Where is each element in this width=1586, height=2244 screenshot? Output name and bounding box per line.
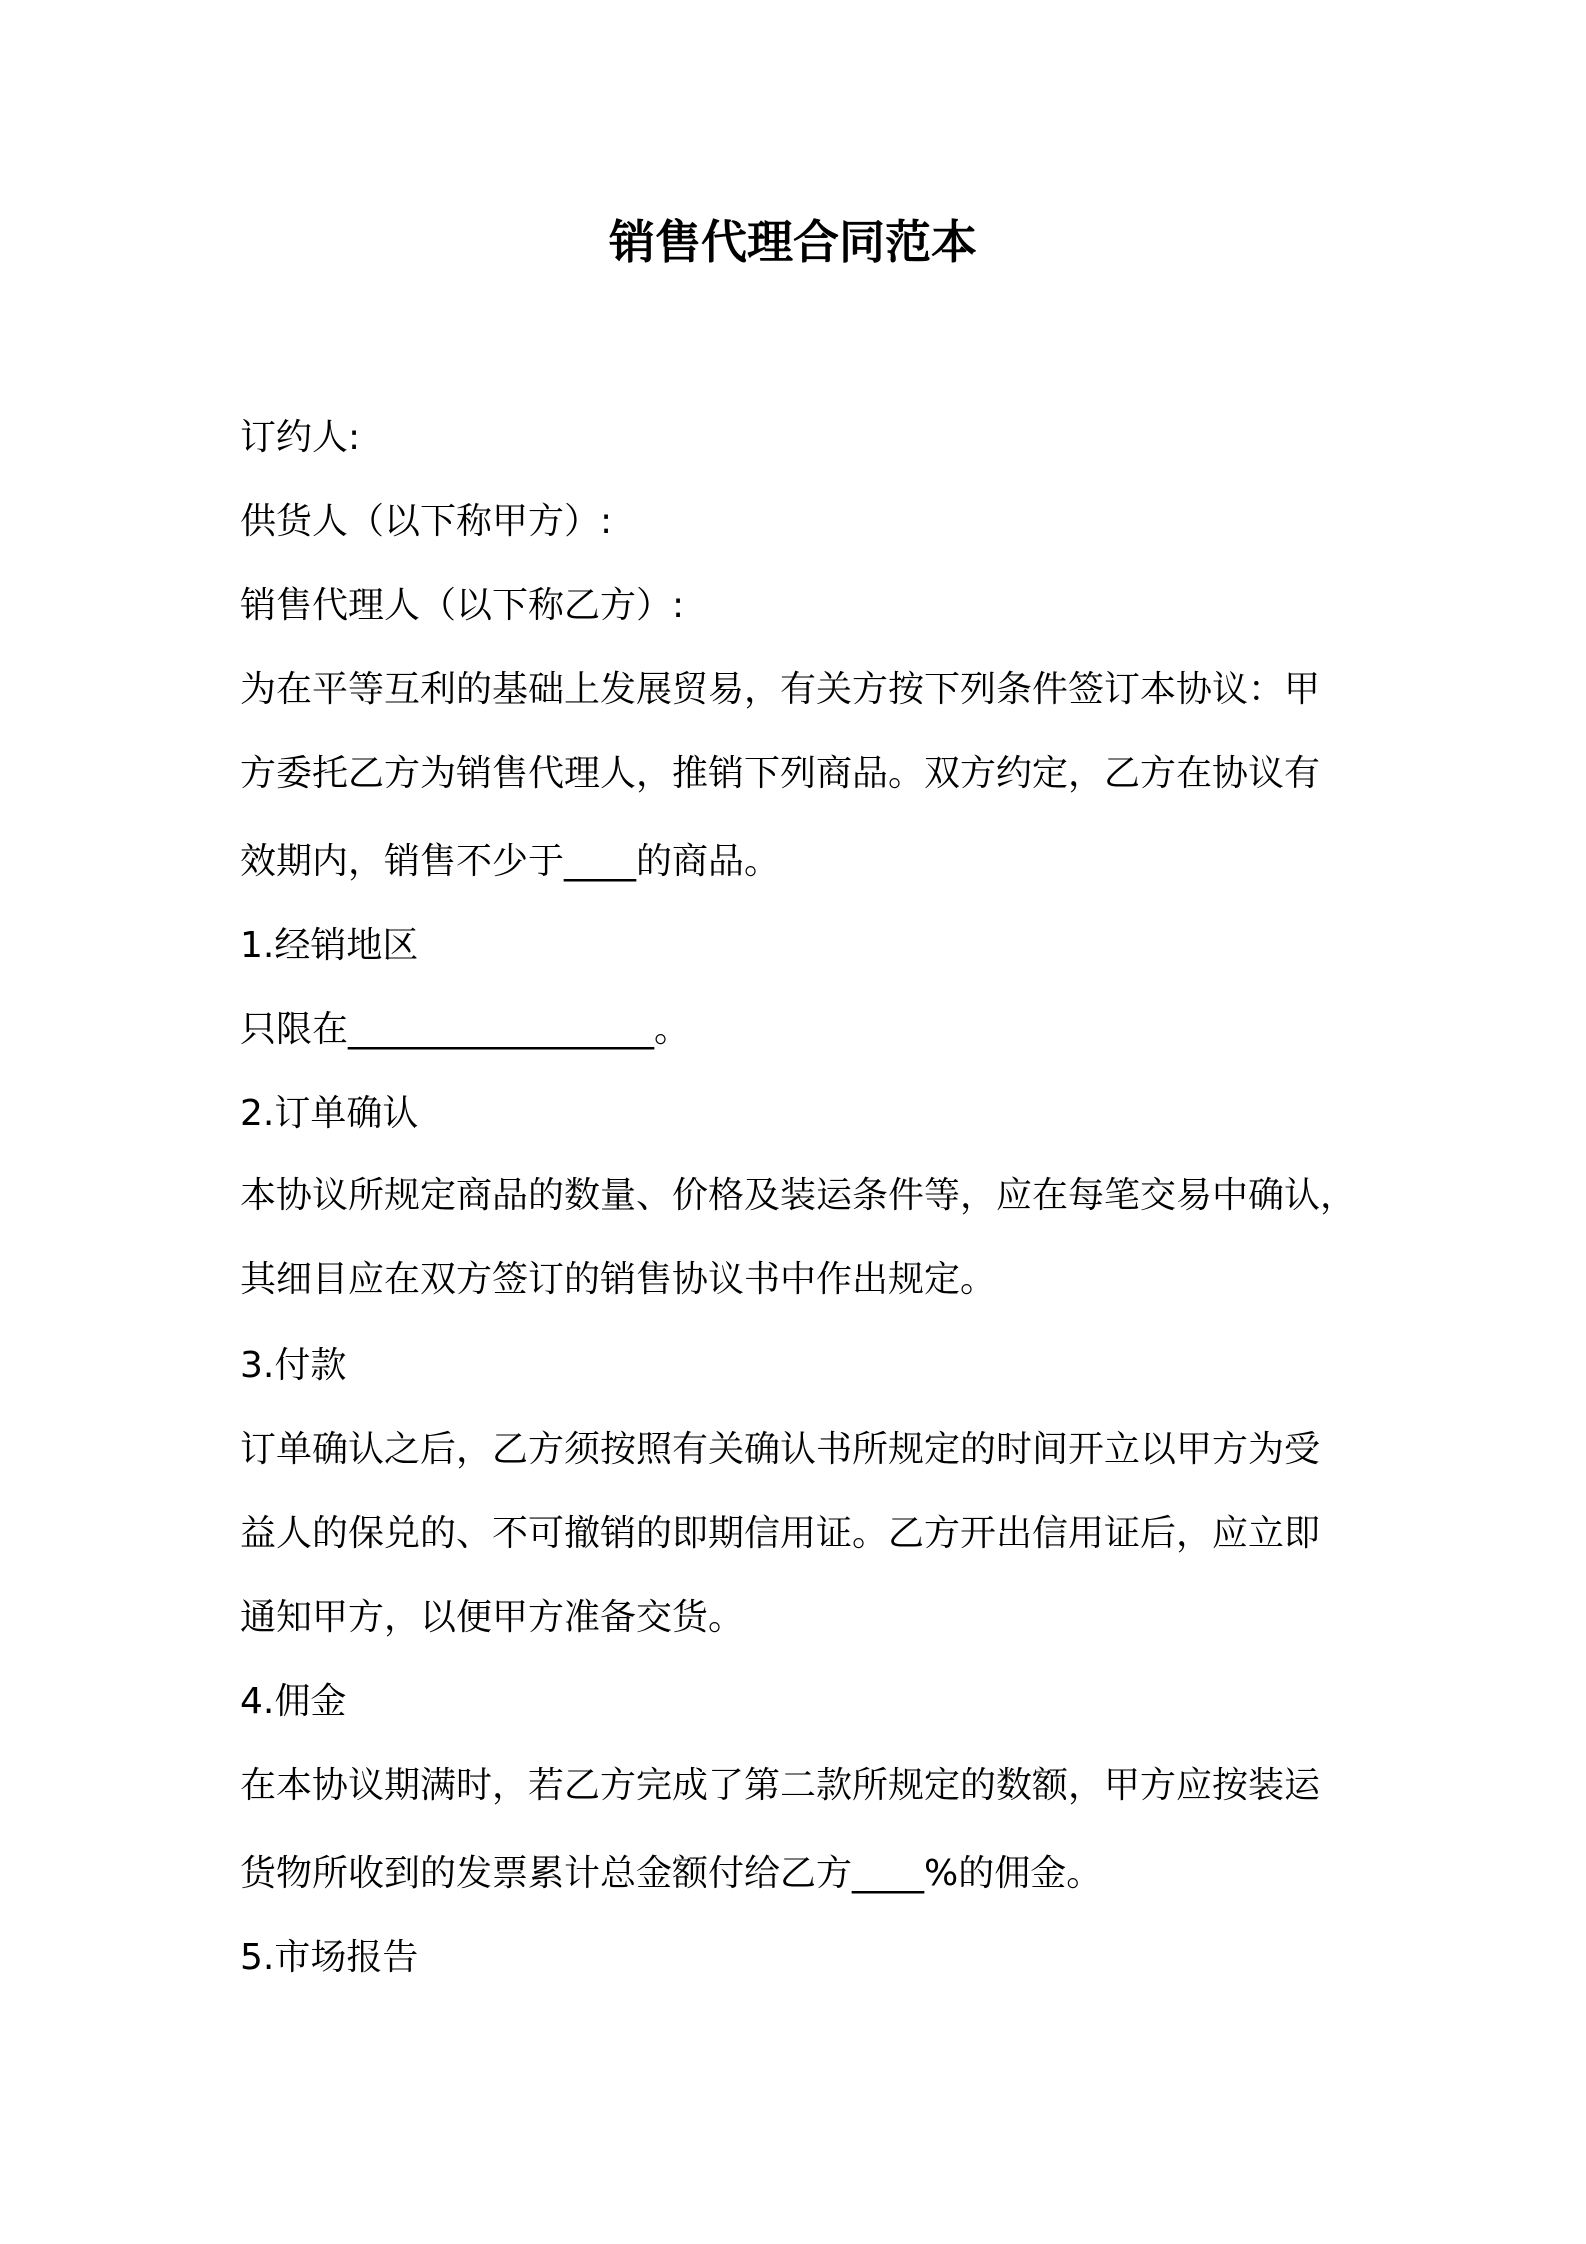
contract-parties-label: 订约人: — [240, 417, 361, 458]
section-heading-payment: 3.付款 — [240, 1345, 347, 1386]
paragraph-line: 货物所收到的发票累计总金额付给乙方____%的佣金。 — [240, 1853, 1103, 1894]
section-heading-order-confirmation: 2.订单确认 — [240, 1093, 419, 1134]
supplier-line: 供货人（以下称甲方）: — [240, 501, 613, 542]
paragraph-line: 效期内，销售不少于____的商品。 — [240, 841, 781, 882]
paragraph-line: 在本协议期满时，若乙方完成了第二款所规定的数额，甲方应按装运 — [240, 1765, 1321, 1806]
paragraph-line: 只限在_________________。 — [240, 1009, 691, 1050]
paragraph-line: 本协议所规定商品的数量、价格及装运条件等，应在每笔交易中确认， — [240, 1175, 1357, 1216]
paragraph-line: 益人的保兑的、不可撤销的即期信用证。乙方开出信用证后，应立即 — [240, 1513, 1321, 1554]
section-heading-market-report: 5.市场报告 — [240, 1937, 419, 1978]
agent-line: 销售代理人（以下称乙方）: — [240, 585, 685, 626]
section-heading-commission: 4.佣金 — [240, 1681, 347, 1722]
paragraph-line: 通知甲方，以便甲方准备交货。 — [240, 1597, 745, 1638]
paragraph-line: 订单确认之后，乙方须按照有关确认书所规定的时间开立以甲方为受 — [240, 1429, 1321, 1470]
paragraph-line: 其细目应在双方签订的销售协议书中作出规定。 — [240, 1259, 997, 1300]
paragraph-line: 为在平等互利的基础上发展贸易，有关方按下列条件签订本协议：甲 — [240, 669, 1321, 710]
section-heading-territory: 1.经销地区 — [240, 925, 419, 966]
paragraph-line: 方委托乙方为销售代理人，推销下列商品。双方约定，乙方在协议有 — [240, 753, 1321, 794]
document-title: 销售代理合同范本 — [609, 215, 977, 269]
